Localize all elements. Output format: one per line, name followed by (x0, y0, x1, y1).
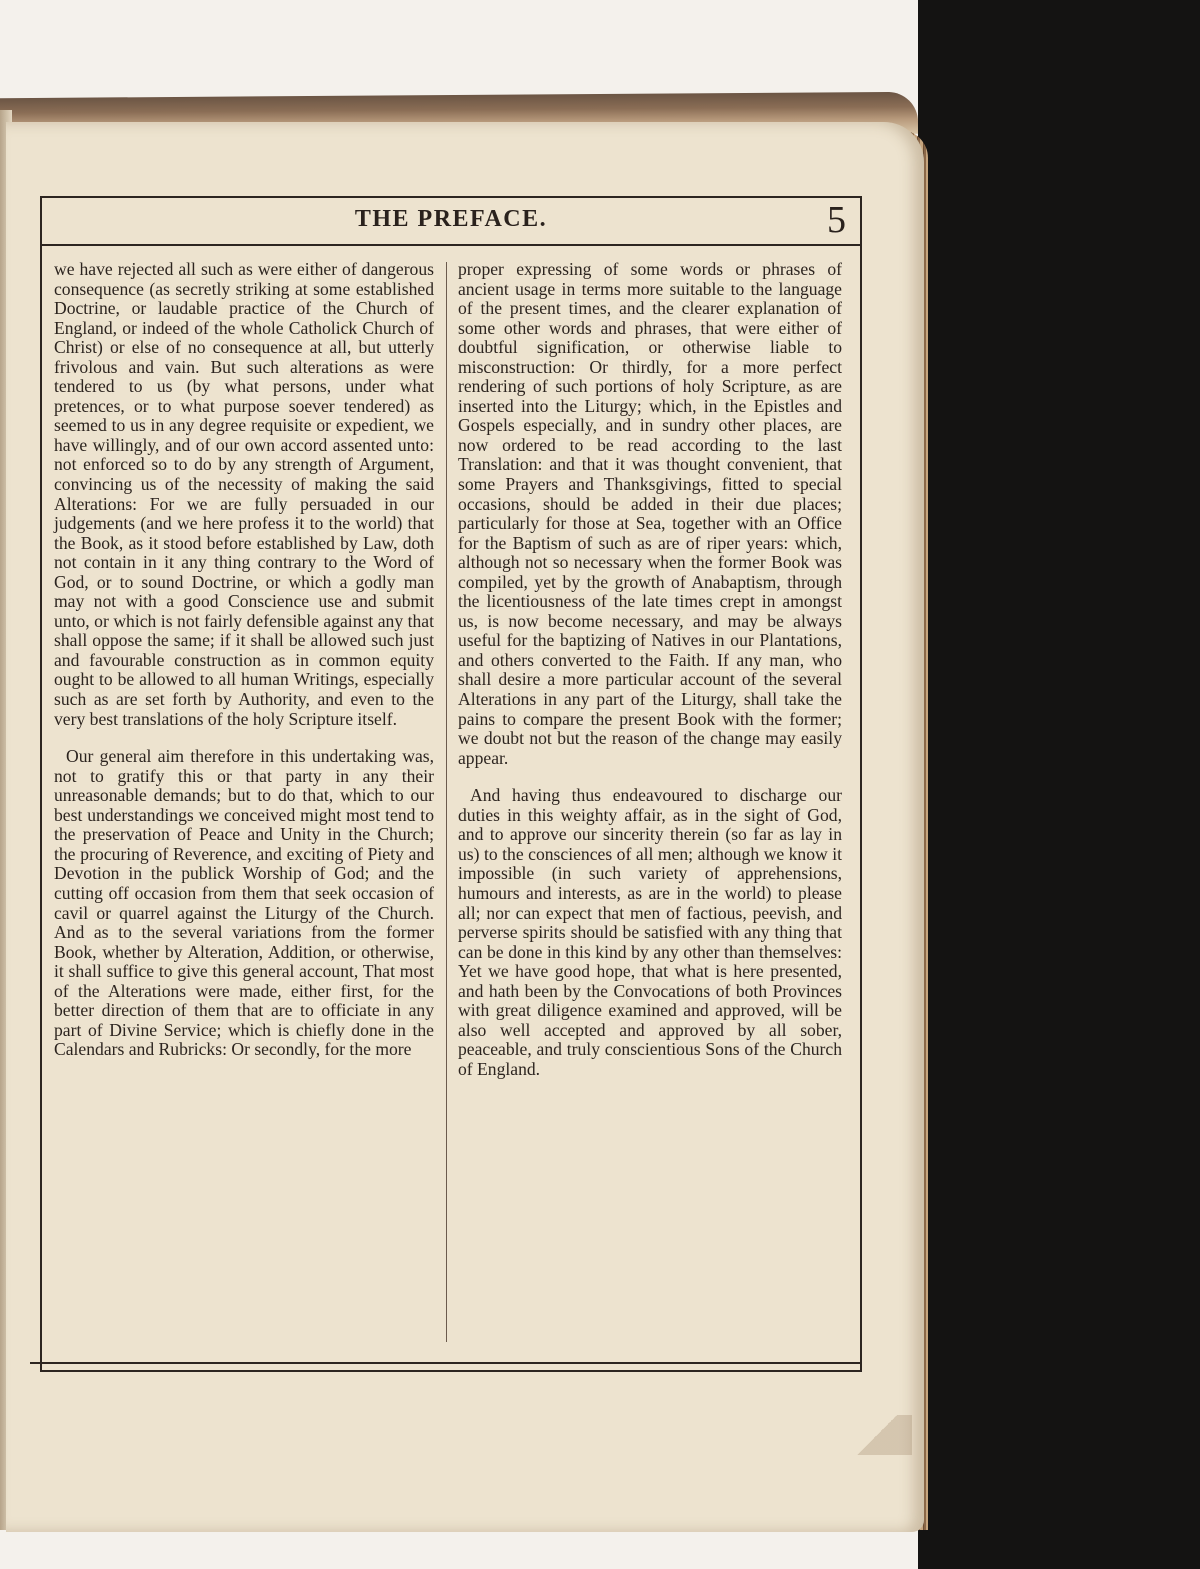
page-corner-curl (842, 1415, 912, 1455)
page-header (40, 196, 862, 246)
right-column (458, 260, 842, 1079)
dark-background (918, 0, 1200, 1569)
left-paragraph-1: we have rejected all such as were either of dangerous consequence (as secretly striking at some established Doctrine, or laudable practice of the Church of England, or indeed of the whole Catholick Church of Christ) or else of no consequence at all, but utterly frivolous and vain. But such alterations as were tendered to us (by what persons, under what pretences, or to what purpose soever tendered) as seemed to us in any degree requisite or expedient, we have willingly, and of our own accord assented unto: not enforced so to do by any strength of Argument, convincing us of the necessity of making the said Alterations: For we are fully persuaded in our judgements (and we here profess it to the world) that the Book, as it stood before established by Law, doth not contain in it any thing contrary to the Word of God, or to sound Doctrine, or which a godly man may not with a good Conscience use and submit unto, or which is not fairly defensible against any that shall oppose the same; if it shall be allowed such just and favourable construction as in common equity ought to be allowed to all human Writings, especially such as are set forth by Authority, and even to the very best translations of the holy Scripture itself. (54, 259, 434, 729)
running-head: THE PREFACE. (354, 206, 548, 232)
column-divider (446, 262, 447, 1342)
right-paragraph-1: proper expressing of some words or phrases of ancient usage in terms more suitable to the language of the present times, and the clearer explanation of some other words and phrases, that were either of doubtful signification, or otherwise liable to misconstruction: Or thirdly, for a more perfect rendering of such portions of holy Scripture, as are inserted into the Liturgy; which, in the Epistles and Gospels especially, and in sundry other places, are now ordered to be read according to the last Translation: and that it was thought convenient, that some Prayers and Thanksgivings, fitted to special occasions, should be added in their due places; particularly for those at Sea, together with an Office for the Baptism of such as are of riper years: which, although not so necessary when the former Book was compiled, yet by the growth of Anabaptism, through the licentiousness of the late times crept in amongst us, is now become necessary, and may be always useful for the baptizing of Natives in our Plantations, and others converted to the Faith. If any man, who shall desire a more particular account of the several Alterations in any part of the Liturgy, shall take the pains to compare the present Book with the former; we doubt not but the reason of the change may easily appear. (458, 259, 842, 768)
right-paragraph-2: And having thus endeavoured to discharge our duties in this weighty affair, as in the sight of God, and to approve our sincerity therein (so far as lay in us) to the consciences of all men; although we know it impossible (in such variety of apprehensions, humours and interests, as are in the world) to please all; nor can expect that men of factious, peevish, and perverse spirits should be satisfied with any thing that can be done in this kind by any other than themselves: Yet we have good hope, that what is here presented, and hath been by the Convocations of both Provinces with great diligence examined and approved, will be also well accepted and approved by all sober, peaceable, and truly conscientious Sons of the Church of England. (458, 785, 842, 1079)
page-number: 5 (827, 199, 846, 241)
left-paragraph-2: Our general aim therefore in this undertaking was, not to gratify this or that party in any their unreasonable demands; but to do that, which to our best understandings we conceived might most tend to the preservation of Peace and Unity in the Church; the procuring of Reverence, and exciting of Piety and Devotion in the publick Worship of God; and the cutting off occasion from them that seek occasion of cavil or quarrel against the Liturgy of the Church. And as to the several variations from the former Book, whether by Alteration, Addition, or otherwise, it shall suffice to give this general account, That most of the Alterations were made, either first, for the better direction of them that are to officiate in any part of Divine Service; which is chiefly done in the Calendars and Rubricks: Or secondly, for the more (54, 746, 434, 1060)
left-column (54, 260, 434, 1060)
